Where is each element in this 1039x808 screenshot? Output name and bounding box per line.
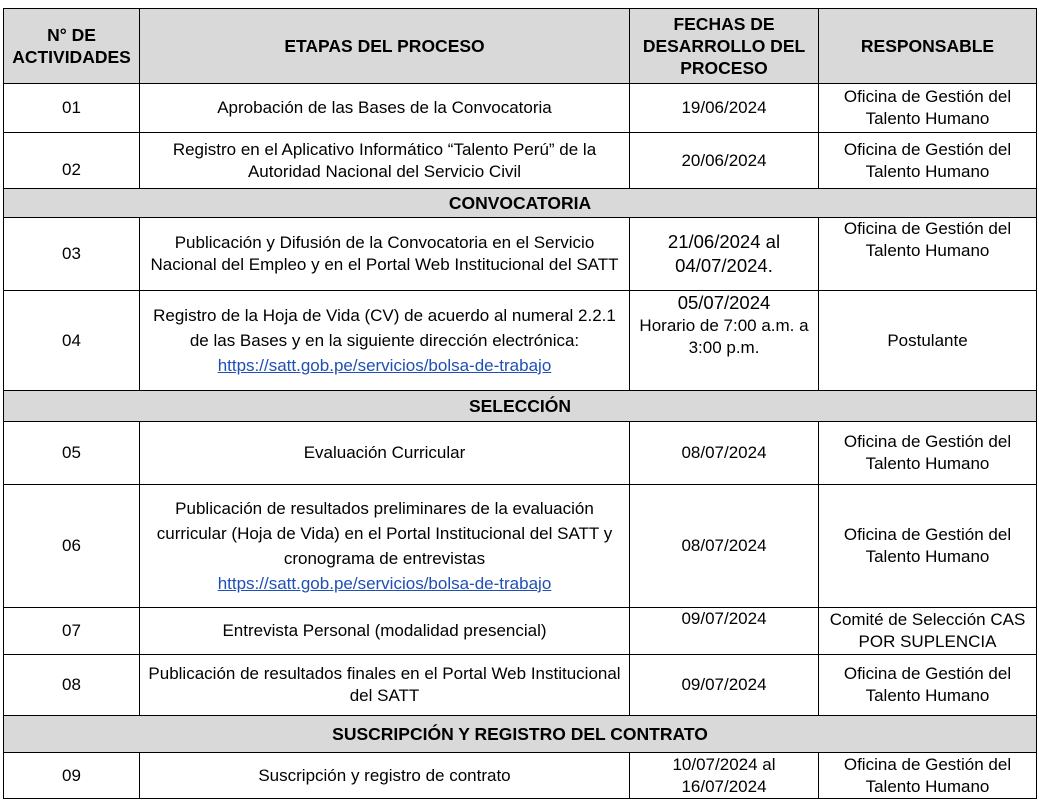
activity-responsible: Oficina de Gestión del Talento Humano <box>819 133 1037 189</box>
activity-date: 08/07/2024 <box>630 485 819 608</box>
activity-stage: Registro en el Aplicativo Informático “Talento Perú” de la Autoridad Nacional del Servicio Civil <box>140 133 630 189</box>
activity-stage: Evaluación Curricular <box>140 422 630 485</box>
activity-responsible: Oficina de Gestión del Talento Humano <box>819 485 1037 608</box>
activity-num: 06 <box>4 485 140 608</box>
activity-date: 09/07/2024 <box>630 655 819 716</box>
section-suscripcion: SUSCRIPCIÓN Y REGISTRO DEL CONTRATO <box>4 716 1037 753</box>
table-row <box>4 133 1037 189</box>
bolsa-de-trabajo-link[interactable]: https://satt.gob.pe/servicios/bolsa-de-trabajo <box>217 574 552 593</box>
activity-date: 20/06/2024 <box>630 133 819 189</box>
header-row <box>4 9 1037 84</box>
table-row <box>4 291 1037 391</box>
table-row <box>4 422 1037 485</box>
activity-stage: Suscripción y registro de contrato <box>140 753 630 799</box>
bolsa-de-trabajo-link[interactable]: https://satt.gob.pe/servicios/bolsa-de-trabajo <box>217 356 552 375</box>
activity-num: 05 <box>4 422 140 485</box>
header-dates: FECHAS DE DESARROLLO DEL PROCESO <box>630 9 819 84</box>
activity-responsible: Oficina de Gestión del Talento Humano <box>819 218 1037 291</box>
activity-stage: Aprobación de las Bases de la Convocatoria <box>140 84 630 133</box>
header-num: N° DE ACTIVIDADES <box>4 9 140 84</box>
activity-date: 10/07/2024 al 16/07/2024 <box>630 753 819 799</box>
schedule-table <box>3 8 1037 799</box>
activity-stage: Entrevista Personal (modalidad presencial) <box>140 608 630 655</box>
table-row <box>4 485 1037 608</box>
activity-stage: Publicación de resultados finales en el Portal Web Institucional del SATT <box>140 655 630 716</box>
activity-num: 09 <box>4 753 140 799</box>
section-row <box>4 716 1037 753</box>
activity-num: 07 <box>4 608 140 655</box>
activity-date: 09/07/2024 <box>630 608 819 655</box>
activity-date: 08/07/2024 <box>630 422 819 485</box>
activity-stage: Publicación y Difusión de la Convocatoria en el Servicio Nacional del Empleo y en el Portal Web Institucional del SATT <box>140 218 630 291</box>
table-row <box>4 655 1037 716</box>
section-seleccion: SELECCIÓN <box>4 391 1037 422</box>
table-row <box>4 218 1037 291</box>
activity-date-cell <box>630 291 819 391</box>
activity-stage: Registro de la Hoja de Vida (CV) de acuerdo al numeral 2.2.1 de las Bases y en la siguiente dirección electrónica: <box>153 306 616 350</box>
header-stage: ETAPAS DEL PROCESO <box>140 9 630 84</box>
activity-num: 04 <box>4 291 140 391</box>
table-row <box>4 84 1037 133</box>
activity-responsible: Postulante <box>819 291 1037 391</box>
activity-responsible: Oficina de Gestión del Talento Humano <box>819 84 1037 133</box>
activity-responsible: Oficina de Gestión del Talento Humano <box>819 655 1037 716</box>
activity-stage-cell <box>140 485 630 608</box>
activity-responsible: Oficina de Gestión del Talento Humano <box>819 753 1037 799</box>
section-row <box>4 391 1037 422</box>
header-responsible: RESPONSABLE <box>819 9 1037 84</box>
activity-stage: Publicación de resultados preliminares de la evaluación curricular (Hoja de Vida) en el Portal Institucional del SATT y cronograma de entrevistas <box>156 499 613 568</box>
activity-date: 19/06/2024 <box>630 84 819 133</box>
section-row <box>4 189 1037 218</box>
activity-responsible: Oficina de Gestión del Talento Humano <box>819 422 1037 485</box>
activity-num: 03 <box>4 218 140 291</box>
table-row <box>4 608 1037 655</box>
section-convocatoria: CONVOCATORIA <box>4 189 1037 218</box>
activity-num: 01 <box>4 84 140 133</box>
activity-num: 02 <box>4 133 140 189</box>
table-row <box>4 753 1037 799</box>
activity-date-note: Horario de 7:00 a.m. a 3:00 p.m. <box>639 316 809 357</box>
activity-date: 21/06/2024 al 04/07/2024. <box>630 218 819 291</box>
activity-num: 08 <box>4 655 140 716</box>
activity-responsible: Comité de Selección CAS POR SUPLENCIA <box>819 608 1037 655</box>
activity-stage-cell <box>140 291 630 391</box>
activity-date: 05/07/2024 <box>677 292 771 313</box>
